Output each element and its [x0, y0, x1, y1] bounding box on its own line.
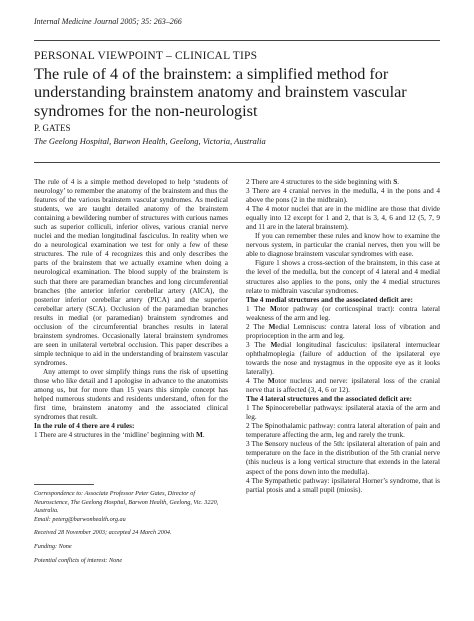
correspondence-address: Correspondence to: Associate Professor Peter Gates, Director of Neuroscience, The Geelong Hospital, Barwon Health, Geelong, Vic. 3220, Australia. — [34, 490, 219, 515]
journal-citation: Internal Medicine Journal 2005; 35: 263–266 — [34, 17, 182, 26]
rule-2: 2 There are 4 structures to the side beginning with S. — [246, 178, 400, 186]
rule-4: 4 The 4 motor nuclei that are in the midline are those that divide equally into 12 except for 1 and 2, that is 3, 4, 6 and 12 (5, 7, 9 and 11 are in the lateral brainstem). — [246, 205, 440, 232]
paragraph-figure: Figure 1 shows a cross-section of the brainstem, in this case at the level of the medulla, but the concept of 4 lateral and 4 medial structures also applies to the pons, only the 4 medial structures relate to midbrain vascular syndromes. — [246, 259, 440, 295]
lateral-item-4: 4 The Sympathetic pathway: ipsilateral Horner’s syndrome, that is partial ptosis and a small pupil (miosis). — [246, 476, 440, 494]
author: P. GATES — [34, 123, 71, 133]
medial-heading: The 4 medial structures and the associated deficit are: — [246, 295, 413, 304]
paragraph-apology: Any attempt to over simplify things runs the risk of upsetting those who like detail and I apologise in advance to the anatomists among us, but for more than 15 years this simple concept has helped numerous students and residents understand, often for the first time, brainstem anatomy and the associated clinical syndromes that result. — [34, 367, 228, 422]
correspondence-block — [34, 490, 228, 565]
medial-item-2: 2 The Medial Lemniscus: contra lateral loss of vibration and proprioception in the arm and leg. — [246, 322, 440, 340]
rules-heading: In the rule of 4 there are 4 rules: — [34, 422, 135, 431]
article-title: The rule of 4 of the brainstem: a simplified method for understanding brainstem anatomy and brainstem vascular syndromes for the non-neurologist — [34, 65, 407, 120]
conflicts: Potential conflicts of interest: None — [34, 556, 123, 564]
medial-item-3: 3 The Medial longitudinal fasciculus: ipsilateral internuclear ophthalmoplegia (failure of adduction of the ipsilateral eye towards the nose and nystagmus in the opposite eye as it looks laterally). — [246, 340, 440, 376]
right-column — [246, 178, 440, 495]
rule-3: 3 There are 4 cranial nerves in the medulla, 4 in the pons and 4 above the pons (2 in the midbrain). — [246, 187, 440, 205]
correspondence-email: Email: peterg@barwonhealth.org.au — [34, 515, 126, 523]
header-rule — [34, 40, 440, 41]
title-rule — [34, 162, 440, 163]
affiliation: The Geelong Hospital, Barwon Health, Geelong, Victoria, Australia — [34, 136, 266, 146]
lateral-item-1: 1 The Spinocerebellar pathways: ipsilateral ataxia of the arm and leg. — [246, 404, 440, 422]
funding: Funding: None — [34, 542, 72, 550]
medial-item-4: 4 The Motor nucleus and nerve: ipsilateral loss of the cranial nerve that is affected (3, 4, 6 or 12). — [246, 377, 440, 395]
medial-item-1: 1 The Motor pathway (or corticospinal tract): contra lateral weakness of the arm and leg. — [246, 304, 440, 322]
lateral-heading: The 4 lateral structures and the associated deficit are: — [246, 395, 413, 404]
lateral-item-2: 2 The Spinothalamic pathway: contra lateral alteration of pain and temperature affecting the arm, leg and rarely the trunk. — [246, 422, 441, 440]
lateral-item-3: 3 The Sensory nucleus of the 5th: ipsilateral alteration of pain and temperature on the face in the distribution of the 5th cranial nerve (this nucleus is a long vertical structure that extends in the lateral aspect of the pons down into the medulla). — [246, 440, 440, 476]
paragraph-intro: The rule of 4 is a simple method developed to help ‘students of neurology’ to remember the anatomy of the brainstem and thus the features of the various brainstem vascular syndromes. As medical students, we are taught detailed anatomy of the brainstem containing a bewildering number of structures with curious names such as superior colliculi, inferior olives, various cranial nerve nuclei and the median longitudinal fasciculus. In reality when we do a neurological examination we test for only a few of these structures. The rule of 4 recognizes this and only describes the parts of the brainstem that we actually examine when doing a neurological examination. The blood supply of the brainstem is such that there are paramedian branches and long circumferential branches (the anterior inferior cerebellar artery (AICA), the posterior inferior cerebellar artery (PICA) and the superior cerebellar artery (SCA). Occlusion of the paramedian branches results in medial (or paramedian) brainstem syndromes and occlusion of the circumferential branches results in lateral brainstem syndromes. Occasionally lateral brainstem syndromes are seen in unilateral vertebral occlusion. This paper describes a simple technique to aid in the understanding of brainstem vascular syndromes. — [34, 178, 228, 367]
received-date: Received 28 November 2003; accepted 24 March 2004. — [34, 529, 172, 537]
left-column — [34, 178, 228, 440]
section-label: PERSONAL VIEWPOINT – CLINICAL TIPS — [34, 50, 258, 62]
paragraph-if: If you can remember these rules and know how to examine the nervous system, in particular the cranial nerves, then you will be able to diagnose brainstem vascular syndromes with ease. — [246, 232, 440, 259]
footnote-rule — [34, 484, 94, 485]
rule-1: 1 There are 4 structures in the ‘midline’ beginning with M. — [34, 431, 205, 440]
